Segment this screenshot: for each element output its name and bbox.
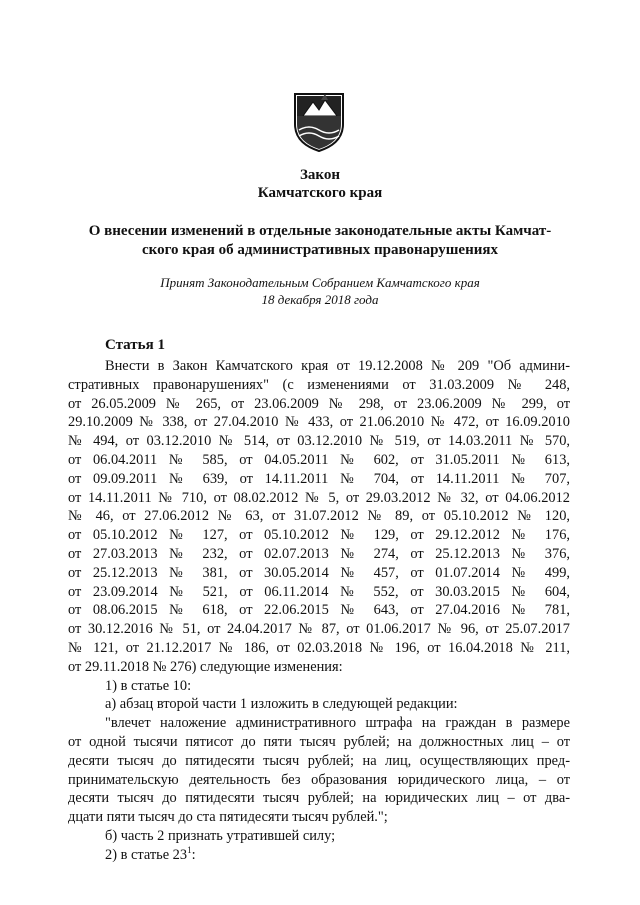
text-line: стративных правонарушениях" (с изменениями от 31.03.2009 № 248, [68, 376, 570, 393]
text-line: от 08.06.2015 № 618, от 22.06.2015 № 643, от 27.04.2016 № 781, [68, 602, 570, 619]
item-2-colon: : [191, 846, 196, 863]
quote-line: дцати пяти тысяч до ста пятидесяти тысяч рублей."; [68, 809, 388, 826]
text-line: от 25.12.2013 № 381, от 30.05.2014 № 457, от 01.07.2014 № 499, [68, 564, 570, 581]
text-line: от 30.12.2016 № 51, от 24.04.2017 № 87, от 01.06.2017 № 96, от 25.07.2017 [68, 621, 570, 638]
text-line: от 14.11.2011 № 710, от 08.02.2012 № 5, от 29.03.2012 № 32, от 04.06.2012 [68, 489, 570, 506]
article-body [68, 357, 570, 865]
item-2-superscript: 1 [187, 845, 192, 855]
text-line: от 26.05.2009 № 265, от 23.06.2009 № 298, от 23.06.2009 № 299, от [68, 395, 570, 412]
text-line: Внести в Закон Камчатского края от 19.12.2008 № 209 "Об админи- [105, 358, 570, 374]
item-1a: а) абзац второй части 1 изложить в следующей редакции: [105, 696, 458, 713]
item-1: 1) в статье 10: [105, 677, 192, 694]
text-line: № 121, от 21.12.2017 № 186, от 02.03.2018 № 196, от 16.04.2018 № 211, [68, 639, 570, 656]
text-line: от 09.09.2011 № 639, от 14.11.2011 № 704, от 14.11.2011 № 707, [68, 470, 570, 487]
adoption-note [0, 274, 640, 308]
text-line: от 27.03.2013 № 232, от 02.07.2013 № 274, от 25.12.2013 № 376, [68, 545, 570, 562]
kamchatka-coat-of-arms-icon [291, 90, 347, 152]
quote-line: от одной тысячи пятисот до пяти тысяч рублей; на должностных лиц – от [68, 733, 570, 750]
item-1b: б) часть 2 признать утратившей силу; [105, 827, 336, 844]
law-subject-line: ского края об административных правонарушениях [142, 242, 498, 258]
text-line: № 46, от 27.06.2012 № 63, от 31.07.2012 № 89, от 05.10.2012 № 120, [68, 508, 570, 525]
quote-line: принимательскую деятельность без образования юридического лица, – от [68, 771, 570, 788]
text-line: 29.10.2009 № 338, от 27.04.2010 № 433, от 21.06.2010 № 472, от 16.09.2010 [68, 414, 570, 431]
quote-line: "влечет наложение административного штрафа на граждан в размере [105, 715, 570, 732]
law-subject-line: О внесении изменений в отдельные законодательные акты Камчат- [88, 223, 552, 239]
adoption-body: Принят Законодательным Собранием Камчатского края [160, 275, 480, 290]
text-line: от 06.04.2011 № 585, от 04.05.2011 № 602, от 31.05.2011 № 613, [68, 451, 570, 468]
text-line: № 494, от 03.12.2010 № 514, от 03.12.2010 № 519, от 14.03.2011 № 570, [68, 433, 570, 450]
text-line: от 23.09.2014 № 521, от 06.11.2014 № 552, от 30.03.2015 № 604, [68, 583, 570, 600]
quote-line: десяти тысяч до пятидесяти тысяч рублей; на лиц, осуществляющих пред- [68, 752, 570, 769]
quote-line: десяти тысяч до пятидесяти тысяч рублей; на юридических лиц – от два- [68, 790, 570, 807]
item-2 [68, 846, 570, 865]
law-region: Камчатского края [257, 185, 383, 201]
law-title: Закон [299, 167, 340, 183]
text-line: от 05.10.2012 № 127, от 05.10.2012 № 129, от 29.12.2012 № 176, [68, 527, 570, 544]
article-heading: Статья 1 [105, 337, 165, 353]
text-line: от 29.11.2018 № 276) следующие изменения: [68, 658, 343, 675]
item-2-text: 2) в статье 23 [105, 846, 188, 863]
law-subject [70, 222, 570, 260]
adoption-date: 18 декабря 2018 года [261, 292, 379, 307]
